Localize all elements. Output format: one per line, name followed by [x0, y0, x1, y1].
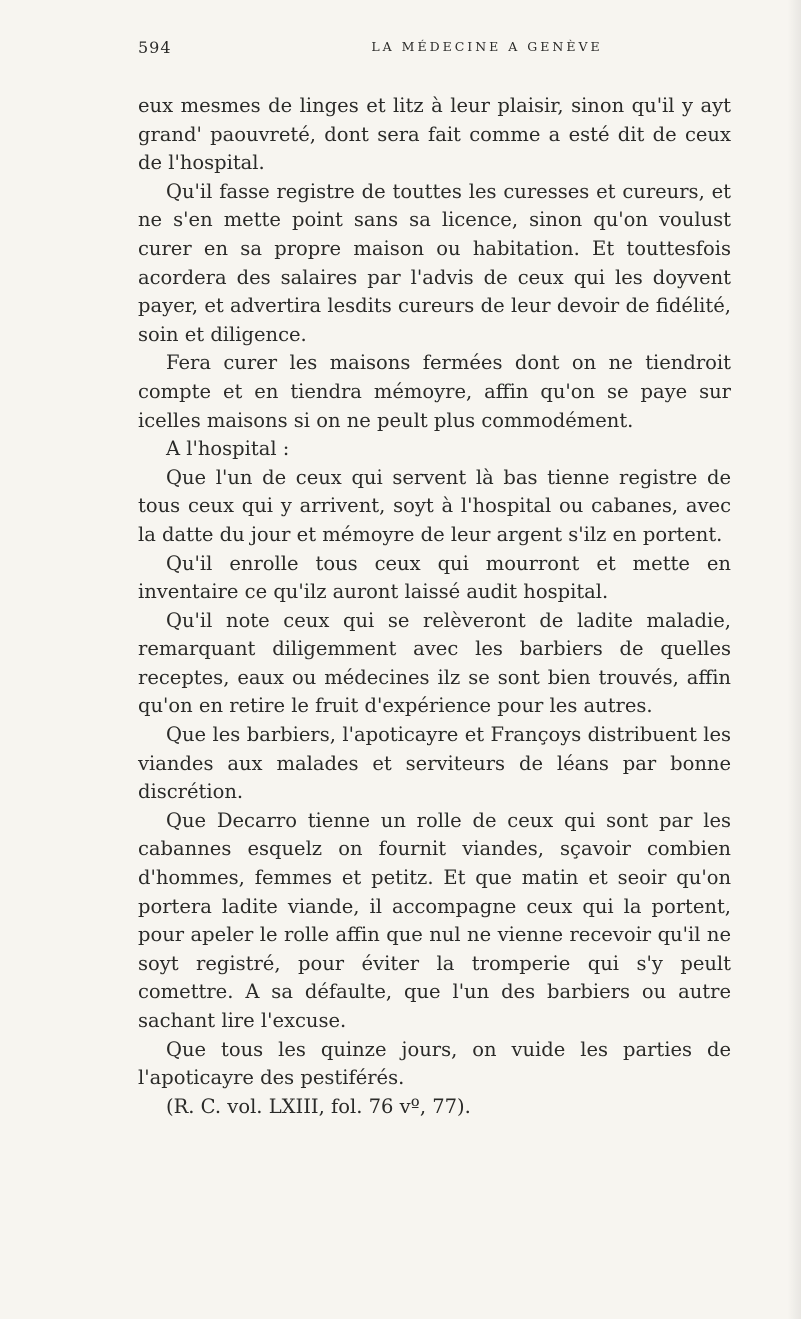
section-heading: A l'hospital : [166, 437, 290, 461]
paragraph: Qu'il fasse registre de touttes les curesses et cureurs, et ne s'en mette point sans sa licence, sinon qu'on voulust curer en sa propre maison ou habitation. Et touttesfois acordera des salaires par l'advis de ceux qui les doyvent payer, et advertira lesdits cureurs de leur devoir de fidélité, soin et diligence. [138, 179, 731, 346]
paragraph: Qu'il note ceux qui se relèveront de ladite maladie, remarquant diligemment avec les barbiers de quelles receptes, eaux ou médecines ilz se sont bien trouvés, affin qu'on en retire le fruit d'expérience pour les autres. [138, 608, 731, 718]
paragraph: Que tous les quinze jours, on vuide les parties de l'apoticayre des pestiférés. [138, 1037, 731, 1090]
paragraph-continuation: eux mesmes de linges et litz à leur plaisir, sinon qu'il y ayt grand' paouvreté, dont sera fait comme a esté dit de ceux de l'hospital. [138, 94, 731, 175]
body-text [138, 92, 731, 1121]
source-citation: (R. C. vol. LXIII, fol. 76 vº, 77). [166, 1094, 471, 1118]
paragraph: Que l'un de ceux qui servent là bas tienne registre de tous ceux qui y arrivent, soyt à l'hospital ou cabanes, avec la datte du jour et mémoyre de leur argent s'ilz en portent. [138, 465, 731, 546]
page-number: 594 [138, 38, 172, 57]
running-title: LA MÉDECINE A GENÈVE [371, 39, 603, 54]
paragraph: Fera curer les maisons fermées dont on ne tiendroit compte et en tiendra mémoyre, affin qu'on se paye sur icelles maisons si on ne peult plus commodément. [138, 351, 731, 432]
paragraph: Que Decarro tienne un rolle de ceux qui sont par les cabannes esquelz on fournit viandes, sçavoir combien d'hommes, femmes et petitz. Et que matin et seoir qu'on portera ladite viande, il accompagne ceux qui la portent, pour apeler le rolle affin que nul ne vienne recevoir qu'il ne soyt registré, pour éviter la tromperie qui s'y peult comettre. A sa défaulte, que l'un des barbiers ou autre sachant lire l'excuse. [138, 808, 731, 1032]
paragraph: Qu'il enrolle tous ceux qui mourront et mette en inventaire ce qu'ilz auront laissé audit hospital. [138, 551, 731, 604]
paragraph: Que les barbiers, l'apoticayre et Françoys distribuent les viandes aux malades et serviteurs de léans par bonne discrétion. [138, 723, 731, 804]
page-edge-shadow [787, 0, 801, 1319]
running-head [138, 28, 731, 64]
